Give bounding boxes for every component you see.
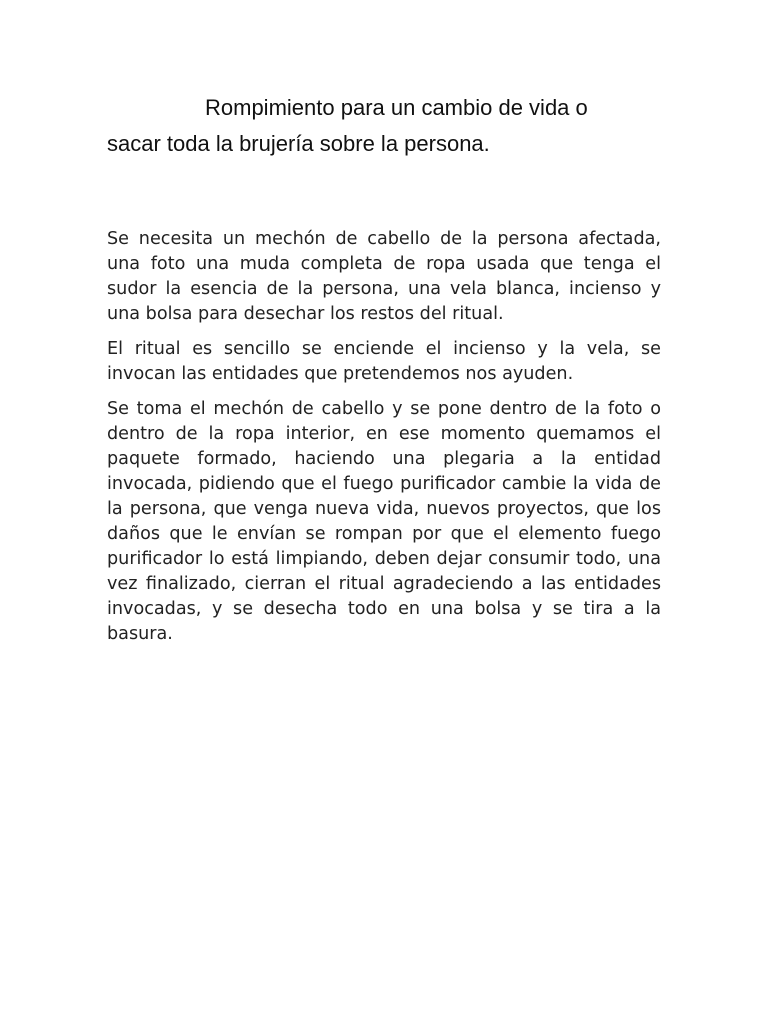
document-title <box>107 90 667 162</box>
paragraph-ingredients: Se necesita un mechón de cabello de la persona afectada, una foto una muda completa de ropa usada que tenga el sudor la esencia de la persona, una vela blanca, incienso y una bolsa para desechar los restos del ritual. <box>107 229 661 324</box>
document-body <box>107 227 661 657</box>
paragraph-ritual-steps: Se toma el mechón de cabello y se pone dentro de la foto o dentro de la ropa interior, en ese momento quemamos el paquete formado, haciendo una plegaria a la entidad invocada, pidiendo que el fuego purificador cambie la vida de la persona, que venga nueva vida, nuevos proyectos, que los daños que le envían se rompan por que el elemento fuego purificador lo está limpiando, deben dejar consumir todo, una vez finalizado, cierran el ritual agradeciendo a las entidades invocadas, y se desecha todo en una bolsa y se tira a la basura. <box>107 399 661 644</box>
paragraph-ritual-start: El ritual es sencillo se enciende el incienso y la vela, se invocan las entidades que pretendemos nos ayuden. <box>107 339 661 384</box>
title-line-2: sacar toda la brujería sobre la persona. <box>107 131 490 156</box>
title-line-1: Rompimiento para un cambio de vida o <box>205 95 588 120</box>
